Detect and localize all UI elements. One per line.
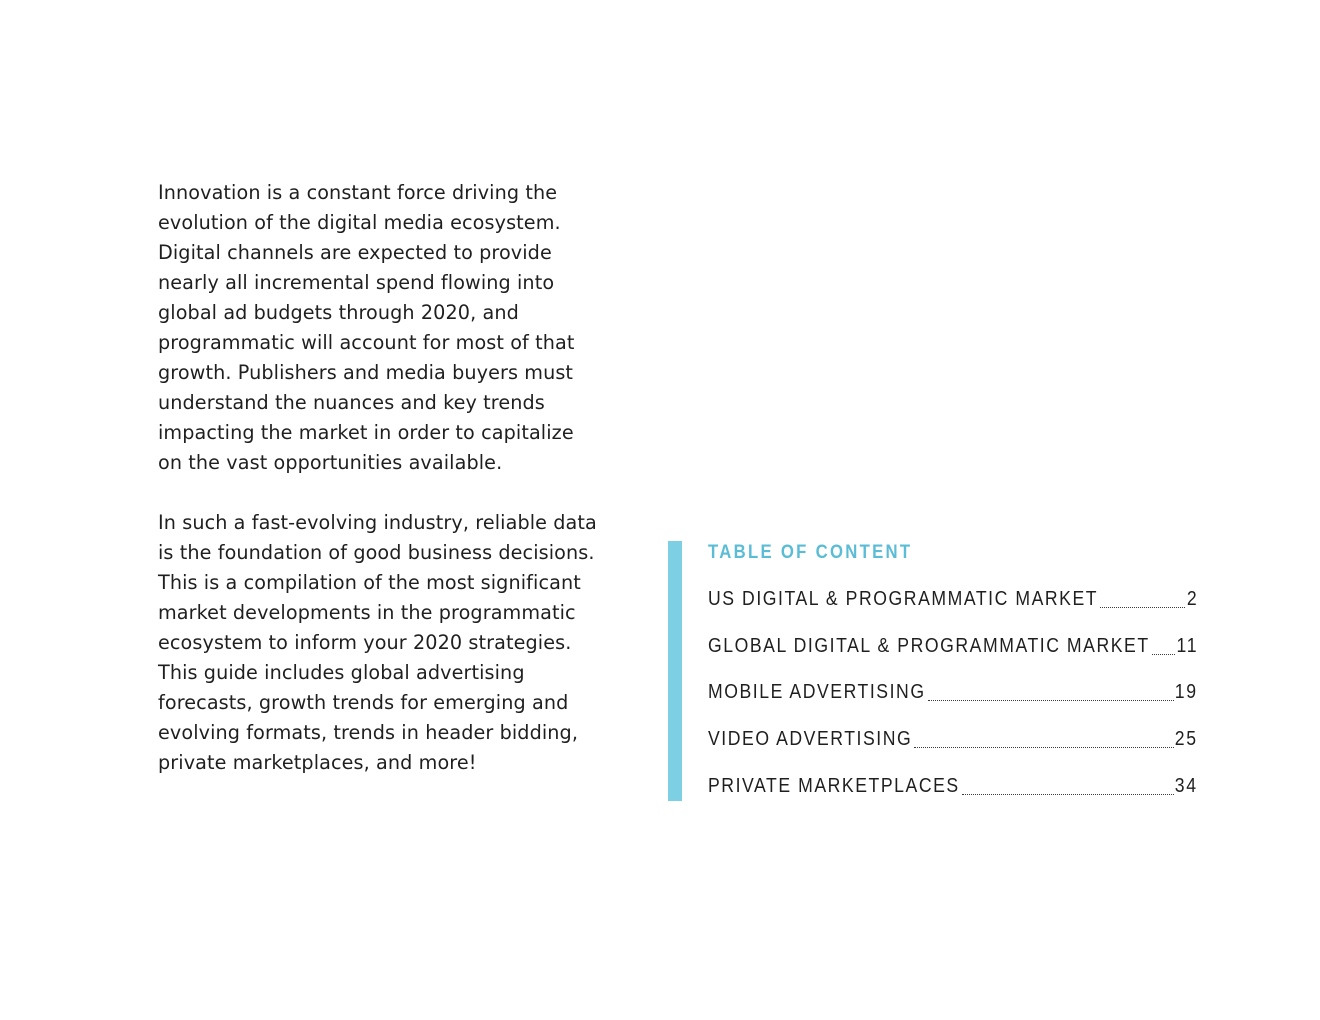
toc-dot-leader (928, 700, 1174, 701)
toc-item-page: 19 (1174, 680, 1198, 704)
toc-dot-leader (1152, 654, 1176, 655)
toc-dot-leader (1100, 607, 1185, 608)
intro-paragraph-1: Innovation is a constant force driving the evolution of the digital media ecosystem. Digital channels are expected to provide nearly all incremental spend flowing into global ad budgets through 2020, and programmatic will account for most of that growth. Publishers and media buyers must understand the nuances and key trends impacting the market in order to capitalize on the vast opportunities available. (158, 181, 575, 474)
toc-list (708, 587, 1198, 820)
toc-item-global-digital[interactable] (708, 634, 1198, 658)
intro-text (158, 178, 603, 808)
toc-item-us-digital[interactable] (708, 587, 1198, 611)
toc-item-video-advertising[interactable] (708, 727, 1198, 751)
toc-accent-bar (668, 541, 682, 801)
toc-item-mobile-advertising[interactable] (708, 680, 1198, 704)
toc-title: TABLE OF CONTENT (708, 542, 913, 563)
toc-dot-leader (962, 794, 1174, 795)
toc-item-page: 25 (1174, 727, 1198, 751)
toc-item-label: US DIGITAL & PROGRAMMATIC MARKET (708, 587, 1099, 610)
toc-item-private-marketplaces[interactable] (708, 774, 1198, 798)
toc-item-label: GLOBAL DIGITAL & PROGRAMMATIC MARKET (708, 633, 1150, 657)
toc-item-label: MOBILE ADVERTISING (708, 680, 926, 704)
toc-item-page: 11 (1176, 633, 1198, 657)
toc-item-page: 34 (1174, 773, 1198, 797)
toc-item-page: 2 (1186, 587, 1198, 610)
intro-paragraph-2: In such a fast-evolving industry, reliable data is the foundation of good business decisions. This is a compilation of the most significant market developments in the programmatic ecosystem to inform your 2020 strategies. This guide includes global advertising forecasts, growth trends for emerging and evolving formats, trends in header bidding, private marketplaces, and more! (158, 511, 597, 774)
toc-dot-leader (914, 747, 1174, 748)
toc-item-label: VIDEO ADVERTISING (708, 727, 913, 751)
table-of-contents (668, 541, 1198, 801)
toc-item-label: PRIVATE MARKETPLACES (708, 773, 960, 797)
